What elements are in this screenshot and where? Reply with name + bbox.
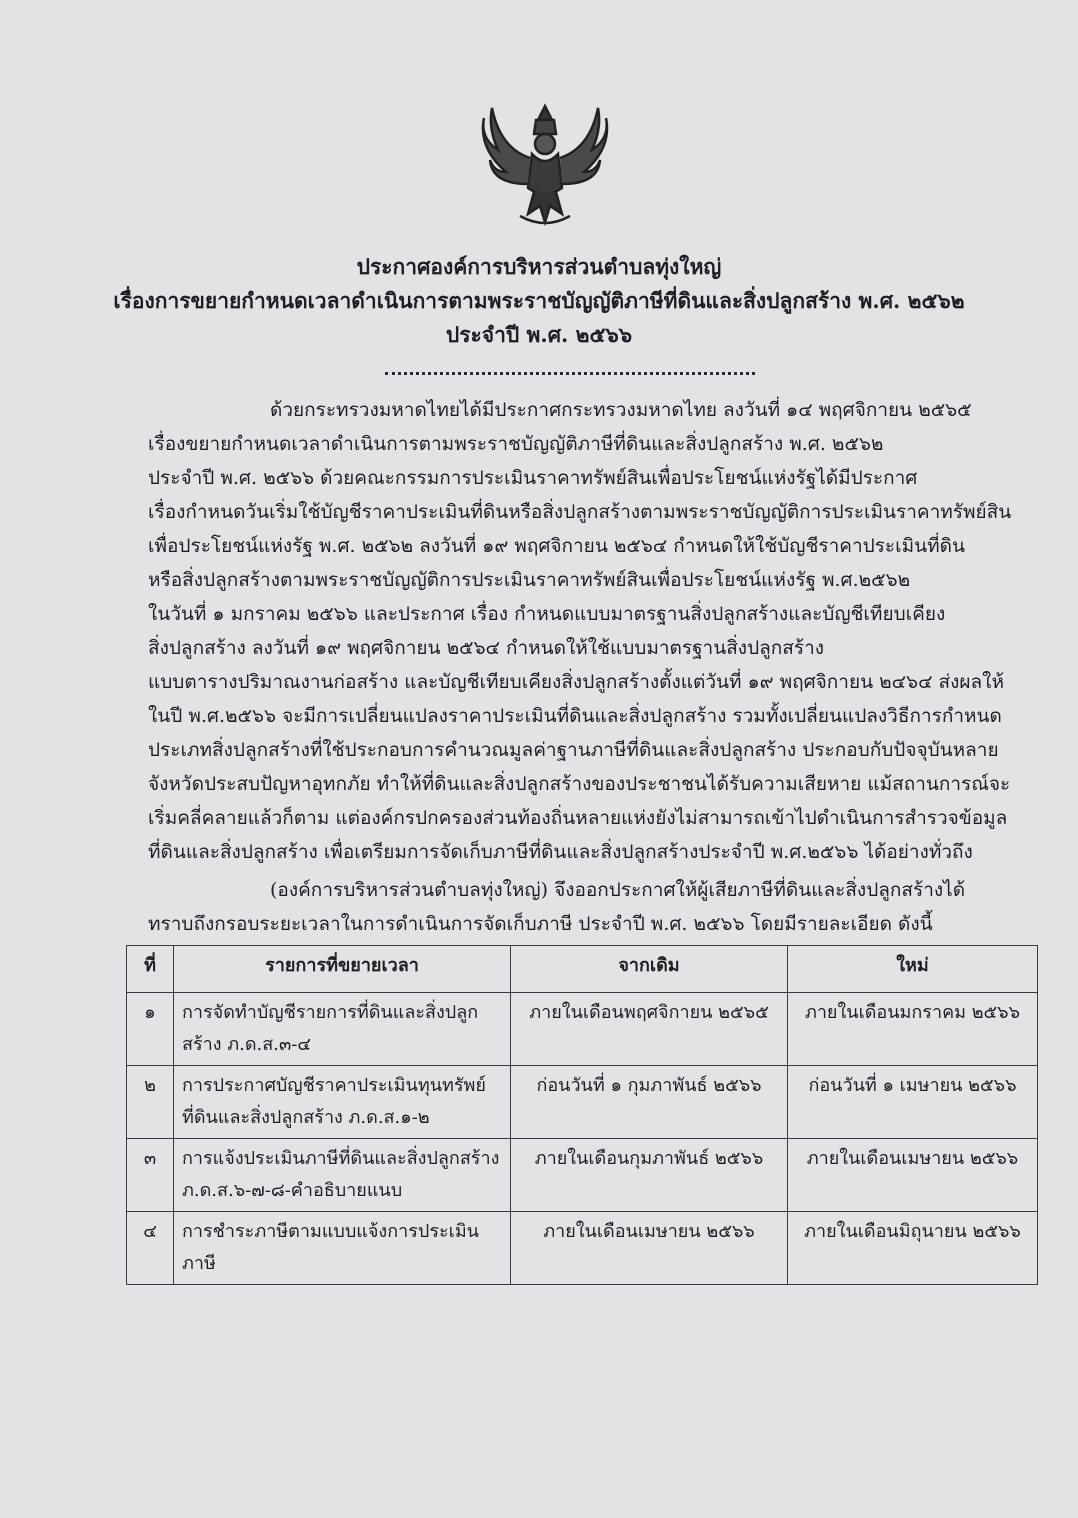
- table-row: [127, 1066, 1038, 1139]
- row-no: ๒: [127, 1066, 174, 1139]
- row-new: ก่อนวันที่ ๑ เมษายน ๒๕๖๖: [788, 1066, 1038, 1139]
- announcement-year: ประจำปี พ.ศ. ๒๕๖๖: [445, 322, 633, 347]
- header-new: ใหม่: [788, 946, 1038, 993]
- body-line: ในวันที่ ๑ มกราคม ๒๕๖๖ และประกาศ เรื่อง กำหนดแบบมาตรฐานสิ่งปลูกสร้างและบัญชีเทียบเคียง: [148, 603, 946, 625]
- row-no: ๑: [127, 993, 174, 1066]
- row-old: ก่อนวันที่ ๑ กุมภาพันธ์ ๒๕๖๖: [511, 1066, 788, 1139]
- body-line: ด้วยกระทรวงมหาดไทยได้มีประกาศกระทรวงมหาดไทย ลงวันที่ ๑๔ พฤศจิกายน ๒๕๖๕: [270, 399, 972, 421]
- row-item: การจัดทำบัญชีรายการที่ดินและสิ่งปลูกสร้าง ภ.ด.ส.๓-๔: [174, 993, 511, 1066]
- body-line: ในปี พ.ศ.๒๕๖๖ จะมีการเปลี่ยนแปลงราคาประเมินที่ดินและสิ่งปลูกสร้าง รวมทั้งเปลี่ยนแปลงวิธีการกำหนด: [148, 705, 1002, 727]
- closing-line: ทราบถึงกรอบระยะเวลาในการดำเนินการจัดเก็บภาษี ประจำปี พ.ศ. ๒๕๖๖ โดยมีรายละเอียด ดังนี้: [148, 913, 933, 935]
- row-old: ภายในเดือนเมษายน ๒๕๖๖: [511, 1212, 788, 1285]
- body-line: สิ่งปลูกสร้าง ลงวันที่ ๑๙ พฤศจิกายน ๒๕๖๔ กำหนดให้ใช้แบบมาตรฐานสิ่งปลูกสร้าง: [148, 637, 825, 659]
- table-row: [127, 1212, 1038, 1285]
- row-new: ภายในเดือนเมษายน ๒๕๖๖: [788, 1139, 1038, 1212]
- body-line: แบบตารางปริมาณงานก่อสร้าง และบัญชีเทียบเคียงสิ่งปลูกสร้างตั้งแต่วันที่ ๑๙ พฤศจิกายน ๒๔๖๔ ส่งผลให้: [148, 671, 1004, 693]
- row-no: ๓: [127, 1139, 174, 1212]
- table-header-row: [127, 946, 1038, 993]
- header-no: ที่: [127, 946, 174, 993]
- body-line: ประเภทสิ่งปลูกสร้างที่ใช้ประกอบการคำนวณมูลค่าฐานภาษีที่ดินและสิ่งปลูกสร้าง ประกอบกับปัจจุบันหลาย: [148, 739, 999, 761]
- closing-line: (องค์การบริหารส่วนตำบลทุ่งใหญ่) จึงออกประกาศให้ผู้เสียภาษีที่ดินและสิ่งปลูกสร้างได้: [270, 879, 966, 901]
- row-old: ภายในเดือนพฤศจิกายน ๒๕๖๕: [511, 993, 788, 1066]
- header-item: รายการที่ขยายเวลา: [174, 946, 511, 993]
- row-item: การประกาศบัญชีราคาประเมินทุนทรัพย์ที่ดินและสิ่งปลูกสร้าง ภ.ด.ส.๑-๒: [174, 1066, 511, 1139]
- body-line: เพื่อประโยชน์แห่งรัฐ พ.ศ. ๒๕๖๒ ลงวันที่ ๑๙ พฤศจิกายน ๒๕๖๔ กำหนดให้ใช้บัญชีราคาประเมินที่ดิน: [148, 535, 965, 557]
- schedule-table: [126, 945, 1038, 1285]
- table-row: [127, 993, 1038, 1066]
- table-row: [127, 1139, 1038, 1212]
- body-line: เริ่มคลี่คลายแล้วก็ตาม แต่องค์กรปกครองส่วนท้องถิ่นหลายแห่งยังไม่สามารถเข้าไปดำเนินการสำรวจข้อมูล: [148, 807, 1008, 829]
- row-new: ภายในเดือนมกราคม ๒๕๖๖: [788, 993, 1038, 1066]
- header-old: จากเดิม: [511, 946, 788, 993]
- dotted-divider: [385, 372, 755, 375]
- announcement-subject: เรื่องการขยายกำหนดเวลาดำเนินการตามพระราชบัญญัติภาษีที่ดินและสิ่งปลูกสร้าง พ.ศ. ๒๕๖๒: [113, 288, 965, 313]
- row-new: ภายในเดือนมิถุนายน ๒๕๖๖: [788, 1212, 1038, 1285]
- row-item: การแจ้งประเมินภาษีที่ดินและสิ่งปลูกสร้าง ภ.ด.ส.๖-๗-๘-คำอธิบายแนบ: [174, 1139, 511, 1212]
- body-line: จังหวัดประสบปัญหาอุทกภัย ทำให้ที่ดินและสิ่งปลูกสร้างของประชาชนได้รับความเสียหาย แม้สถานการณ์จะ: [148, 773, 1011, 795]
- body-line: หรือสิ่งปลูกสร้างตามพระราชบัญญัติการประเมินราคาทรัพย์สินเพื่อประโยชน์แห่งรัฐ พ.ศ.๒๕๖๒: [148, 569, 911, 591]
- body-line: ประจำปี พ.ศ. ๒๕๖๖ ด้วยคณะกรรมการประเมินราคาทรัพย์สินเพื่อประโยชน์แห่งรัฐได้มีประกาศ: [148, 467, 918, 489]
- row-no: ๔: [127, 1212, 174, 1285]
- row-old: ภายในเดือนกุมภาพันธ์ ๒๕๖๖: [511, 1139, 788, 1212]
- body-line: ที่ดินและสิ่งปลูกสร้าง เพื่อเตรียมการจัดเก็บภาษีที่ดินและสิ่งปลูกสร้างประจำปี พ.ศ.๒๕๖๖ ได้อย่างทั่วถึง: [148, 841, 973, 863]
- body-line: เรื่องขยายกำหนดเวลาดำเนินการตามพระราชบัญญัติภาษีที่ดินและสิ่งปลูกสร้าง พ.ศ. ๒๕๖๒: [148, 433, 884, 455]
- body-line: เรื่องกำหนดวันเริ่มใช้บัญชีราคาประเมินที่ดินหรือสิ่งปลูกสร้างตามพระราชบัญญัติการประเมินราคาทรัพย์สิน: [148, 501, 1012, 523]
- garuda-emblem-icon: [470, 88, 620, 238]
- announcement-title: ประกาศองค์การบริหารส่วนตำบลทุ่งใหญ่: [356, 254, 722, 279]
- row-item: การชำระภาษีตามแบบแจ้งการประเมินภาษี: [174, 1212, 511, 1285]
